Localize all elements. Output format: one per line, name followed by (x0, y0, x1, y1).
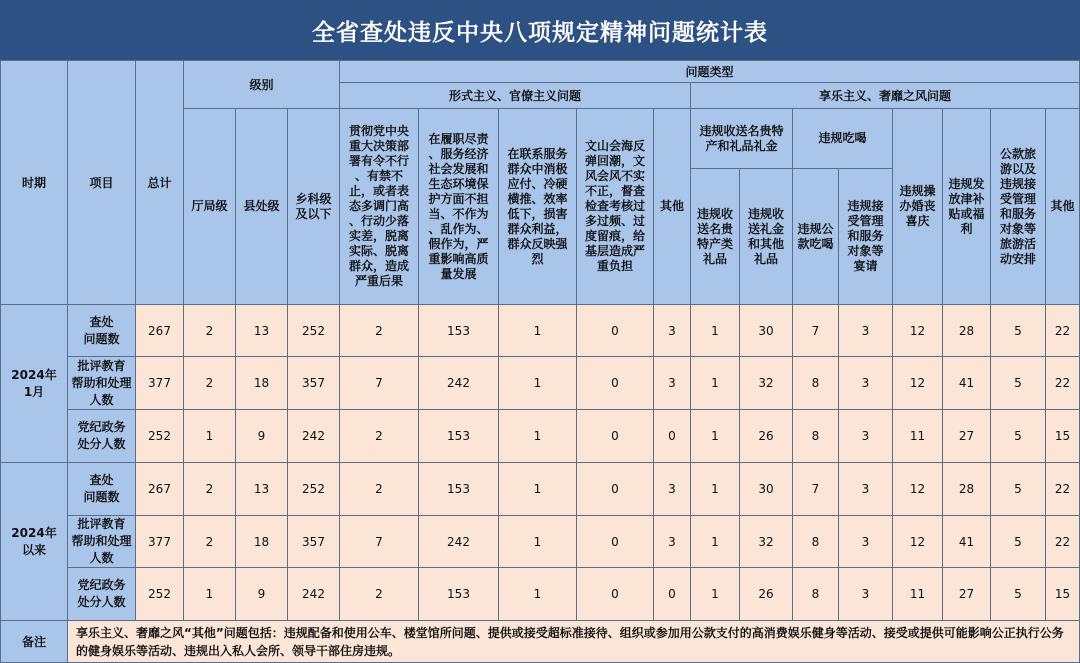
value-cell: 32 (740, 357, 793, 410)
header-formalism: 形式主义、官僚主义问题 (340, 83, 691, 109)
note-label: 备注 (1, 621, 68, 663)
value-cell: 15 (1046, 410, 1080, 463)
value-cell: 252 (288, 305, 340, 357)
header-gift-specialty: 违规收 送名贵 特产类 礼品 (691, 169, 740, 305)
header-hedonism: 享乐主义、奢靡之风问题 (691, 83, 1080, 109)
header-subsidies: 违规发 放津补 贴或福 利 (943, 109, 991, 305)
header-formalism-decision: 贯彻党中央 重大决策部 署有令不行 、有禁不 止，或者表 态多调门高 、行动少落 实差，脱离 实际、脱离 群众，造成 严重后果 (340, 109, 419, 305)
value-cell: 3 (839, 305, 893, 357)
value-cell: 15 (1046, 568, 1080, 621)
value-cell: 22 (1046, 516, 1080, 568)
value-cell: 0 (577, 516, 654, 568)
value-cell: 22 (1046, 305, 1080, 357)
value-cell: 26 (740, 410, 793, 463)
value-cell: 0 (654, 410, 691, 463)
value-cell: 28 (943, 463, 991, 516)
value-cell: 1 (499, 568, 577, 621)
value-cell: 5 (991, 463, 1046, 516)
value-cell: 2 (184, 305, 236, 357)
row-item-label: 党纪政务 处分人数 (68, 568, 136, 621)
value-cell: 12 (893, 516, 943, 568)
value-cell: 30 (740, 305, 793, 357)
value-cell: 3 (654, 305, 691, 357)
value-cell: 377 (136, 516, 184, 568)
header-formalism-other: 其他 (654, 109, 691, 305)
value-cell: 32 (740, 516, 793, 568)
value-cell: 8 (793, 357, 839, 410)
value-cell: 9 (236, 410, 288, 463)
value-cell: 2 (184, 357, 236, 410)
value-cell: 0 (577, 410, 654, 463)
value-cell: 1 (691, 463, 740, 516)
value-cell: 252 (136, 410, 184, 463)
note-row (1, 621, 1080, 663)
header-total: 总计 (136, 61, 184, 305)
value-cell: 5 (991, 357, 1046, 410)
value-cell: 22 (1046, 463, 1080, 516)
header-gift-group: 违规收送名贵特 产和礼品礼金 (691, 109, 793, 169)
value-cell: 377 (136, 357, 184, 410)
value-cell: 2 (184, 463, 236, 516)
header-travel: 公款旅 游以及 违规接 受管理 和服务 对象等 旅游活 动安排 (991, 109, 1046, 305)
value-cell: 2 (184, 516, 236, 568)
value-cell: 2 (340, 305, 419, 357)
value-cell: 357 (288, 516, 340, 568)
header-eat-group: 违规吃喝 (793, 109, 893, 169)
row-item-label: 批评教育 帮助和处理 人数 (68, 516, 136, 568)
value-cell: 8 (793, 410, 839, 463)
header-level-ting: 厅局级 (184, 109, 236, 305)
value-cell: 13 (236, 463, 288, 516)
value-cell: 7 (340, 357, 419, 410)
value-cell: 0 (654, 568, 691, 621)
header-gift-money: 违规收 送礼金 和其他 礼品 (740, 169, 793, 305)
header-level-xiang: 乡科级 及以下 (288, 109, 340, 305)
value-cell: 41 (943, 516, 991, 568)
header-eat-banquet: 违规接 受管理 和服务 对象等 宴请 (839, 169, 893, 305)
value-cell: 1 (499, 463, 577, 516)
value-cell: 12 (893, 305, 943, 357)
period-label: 2024年 以来 (1, 463, 68, 621)
value-cell: 242 (419, 516, 499, 568)
value-cell: 18 (236, 357, 288, 410)
value-cell: 0 (577, 568, 654, 621)
value-cell: 3 (839, 516, 893, 568)
value-cell: 267 (136, 305, 184, 357)
value-cell: 1 (499, 305, 577, 357)
value-cell: 2 (340, 568, 419, 621)
value-cell: 3 (654, 516, 691, 568)
value-cell: 2 (340, 410, 419, 463)
value-cell: 5 (991, 410, 1046, 463)
value-cell: 11 (893, 568, 943, 621)
header-hedonism-other: 其他 (1046, 109, 1080, 305)
value-cell: 2 (340, 463, 419, 516)
value-cell: 28 (943, 305, 991, 357)
value-cell: 27 (943, 568, 991, 621)
value-cell: 8 (793, 568, 839, 621)
value-cell: 3 (839, 357, 893, 410)
value-cell: 18 (236, 516, 288, 568)
header-period: 时期 (1, 61, 68, 305)
table-row (1, 305, 1080, 357)
value-cell: 242 (288, 410, 340, 463)
value-cell: 252 (136, 568, 184, 621)
table-row (1, 463, 1080, 516)
header-level: 级别 (184, 61, 340, 109)
value-cell: 242 (288, 568, 340, 621)
header-problem-type: 问题类型 (340, 61, 1080, 83)
value-cell: 26 (740, 568, 793, 621)
value-cell: 1 (499, 357, 577, 410)
value-cell: 0 (577, 305, 654, 357)
value-cell: 0 (577, 463, 654, 516)
value-cell: 357 (288, 357, 340, 410)
value-cell: 12 (893, 463, 943, 516)
value-cell: 153 (419, 305, 499, 357)
value-cell: 11 (893, 410, 943, 463)
header-formalism-meetings: 文山会海反 弹回潮，文 风会风不实 不正，督查 检查考核过 多过频、过 度留痕，给 基层造成严 重负担 (577, 109, 654, 305)
header-item: 项目 (68, 61, 136, 305)
value-cell: 3 (654, 357, 691, 410)
value-cell: 3 (839, 410, 893, 463)
row-item-label: 批评教育 帮助和处理 人数 (68, 357, 136, 410)
value-cell: 252 (288, 463, 340, 516)
value-cell: 27 (943, 410, 991, 463)
row-item-label: 查处 问题数 (68, 463, 136, 516)
header-formalism-service: 在联系服务 群众中消极 应付、冷硬 横推、效率 低下，损害 群众利益， 群众反映强 烈 (499, 109, 577, 305)
value-cell: 5 (991, 305, 1046, 357)
period-label: 2024年 1月 (1, 305, 68, 463)
value-cell: 1 (691, 516, 740, 568)
value-cell: 7 (793, 463, 839, 516)
table-row (1, 568, 1080, 621)
value-cell: 1 (184, 410, 236, 463)
value-cell: 30 (740, 463, 793, 516)
value-cell: 1 (691, 410, 740, 463)
value-cell: 3 (839, 463, 893, 516)
value-cell: 0 (577, 357, 654, 410)
row-item-label: 党纪政务 处分人数 (68, 410, 136, 463)
table-row (1, 516, 1080, 568)
table-title: 全省查处违反中央八项规定精神问题统计表 (0, 0, 1080, 60)
value-cell: 153 (419, 463, 499, 516)
statistics-table (0, 60, 1080, 663)
value-cell: 242 (419, 357, 499, 410)
value-cell: 267 (136, 463, 184, 516)
row-item-label: 查处 问题数 (68, 305, 136, 357)
header-weddings: 违规操 办婚丧 喜庆 (893, 109, 943, 305)
value-cell: 9 (236, 568, 288, 621)
table-row (1, 357, 1080, 410)
value-cell: 1 (691, 305, 740, 357)
value-cell: 8 (793, 516, 839, 568)
value-cell: 1 (691, 568, 740, 621)
value-cell: 22 (1046, 357, 1080, 410)
value-cell: 12 (893, 357, 943, 410)
value-cell: 3 (654, 463, 691, 516)
note-text: 享乐主义、奢靡之风“其他”问题包括：违规配备和使用公车、楼堂馆所问题、提供或接受超标准接待、组织或参加用公款支付的高消费娱乐健身等活动、接受或提供可能影响公正执行公务的健身娱乐等活动、违规出入私人会所、领导干部住房违规。 (68, 621, 1080, 663)
table-row (1, 410, 1080, 463)
header-level-xian: 县处级 (236, 109, 288, 305)
value-cell: 153 (419, 568, 499, 621)
header-formalism-duty: 在履职尽责 、服务经济 社会发展和 生态环境保 护方面不担 当、不作为 、乱作为、 假作为，严 重影响高质 量发展 (419, 109, 499, 305)
value-cell: 153 (419, 410, 499, 463)
value-cell: 1 (184, 568, 236, 621)
value-cell: 13 (236, 305, 288, 357)
value-cell: 1 (499, 516, 577, 568)
header-eat-public: 违规公 款吃喝 (793, 169, 839, 305)
value-cell: 7 (340, 516, 419, 568)
value-cell: 3 (839, 568, 893, 621)
value-cell: 41 (943, 357, 991, 410)
value-cell: 1 (691, 357, 740, 410)
value-cell: 7 (793, 305, 839, 357)
value-cell: 5 (991, 568, 1046, 621)
value-cell: 5 (991, 516, 1046, 568)
value-cell: 1 (499, 410, 577, 463)
